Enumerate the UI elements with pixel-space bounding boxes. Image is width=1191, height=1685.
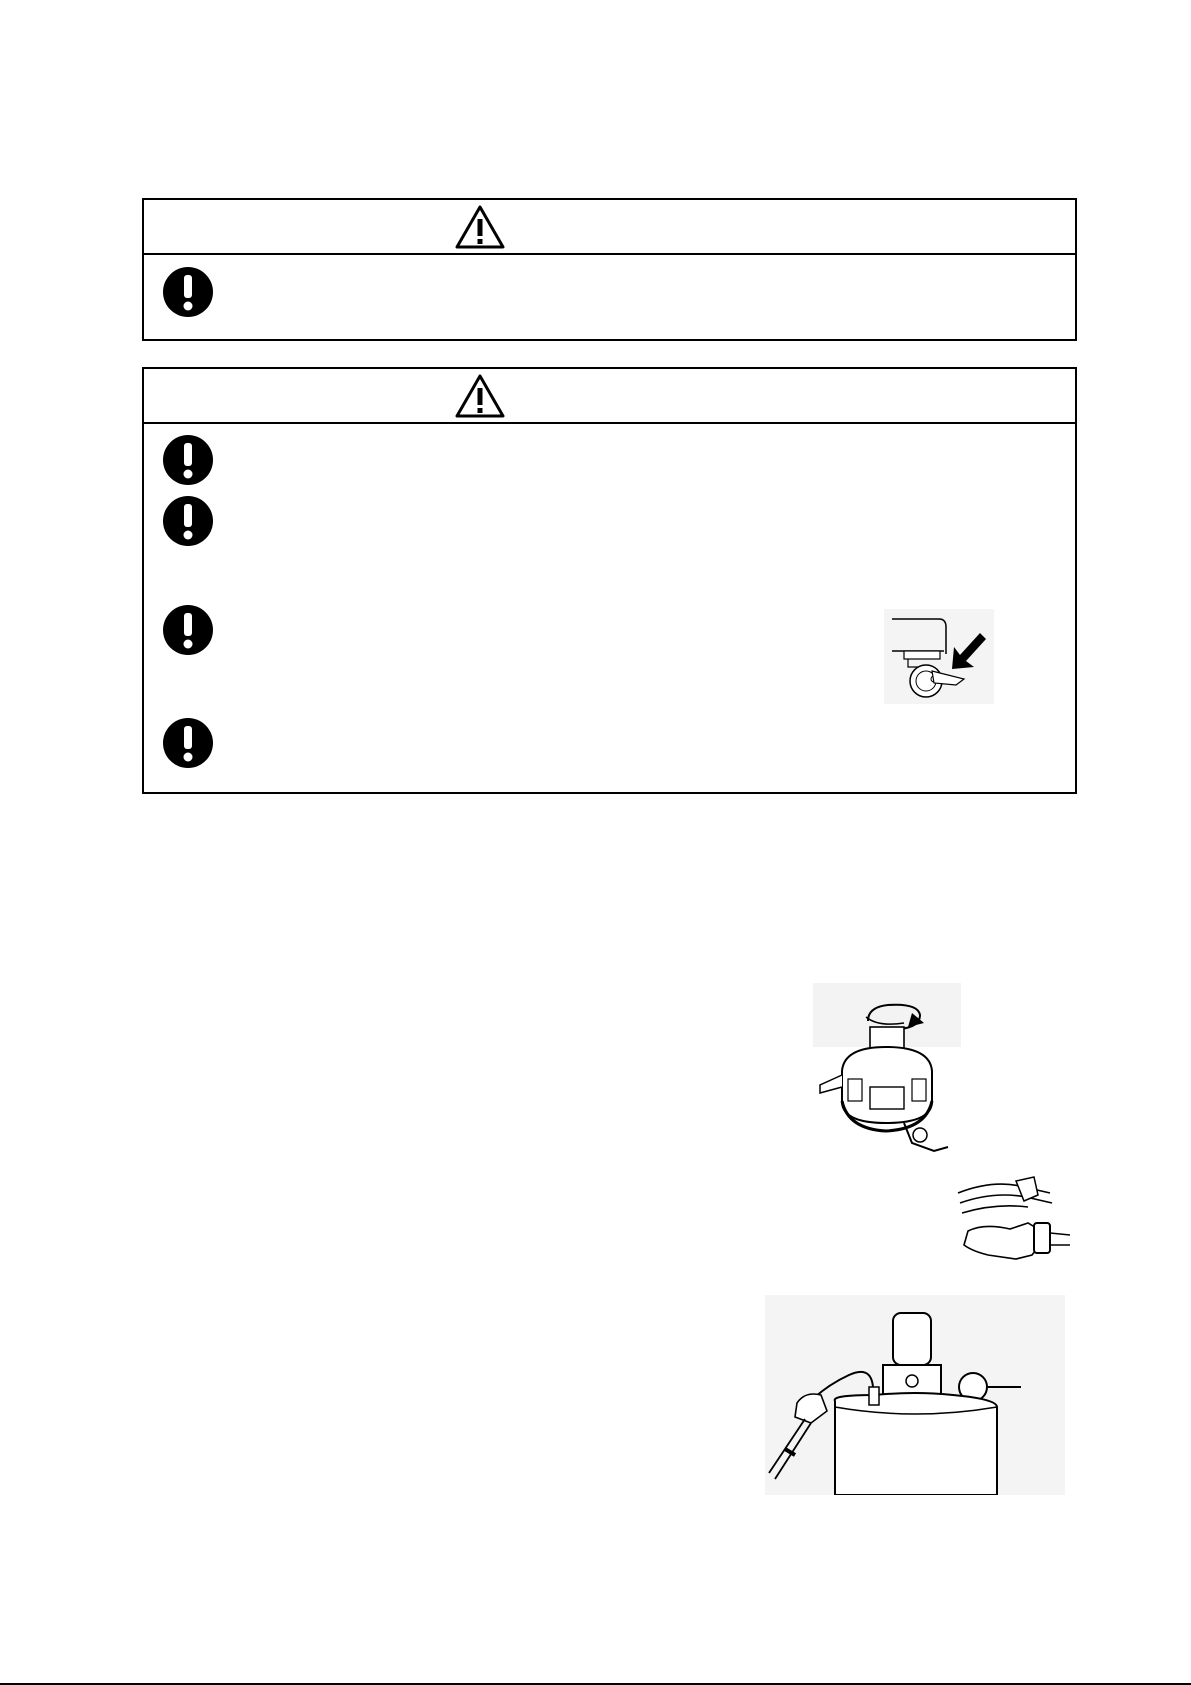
mandatory-action-icon <box>162 266 214 318</box>
warning-triangle-icon <box>454 373 506 419</box>
pump-nut-tightening-illustration <box>808 983 968 1173</box>
caution-box-2 <box>142 367 1077 794</box>
mandatory-action-icon <box>162 434 214 486</box>
hose-connection-illustration <box>954 1173 1074 1273</box>
mandatory-action-icon <box>162 495 214 547</box>
pump-container-gun-illustration <box>765 1295 1065 1495</box>
caution-box-1 <box>142 198 1077 341</box>
caution-box-header <box>144 369 1075 424</box>
caution-box-header <box>144 200 1075 255</box>
caster-brake-illustration <box>884 609 994 704</box>
mandatory-action-icon <box>162 717 214 769</box>
warning-triangle-icon <box>454 204 506 250</box>
mandatory-action-icon <box>162 604 214 656</box>
